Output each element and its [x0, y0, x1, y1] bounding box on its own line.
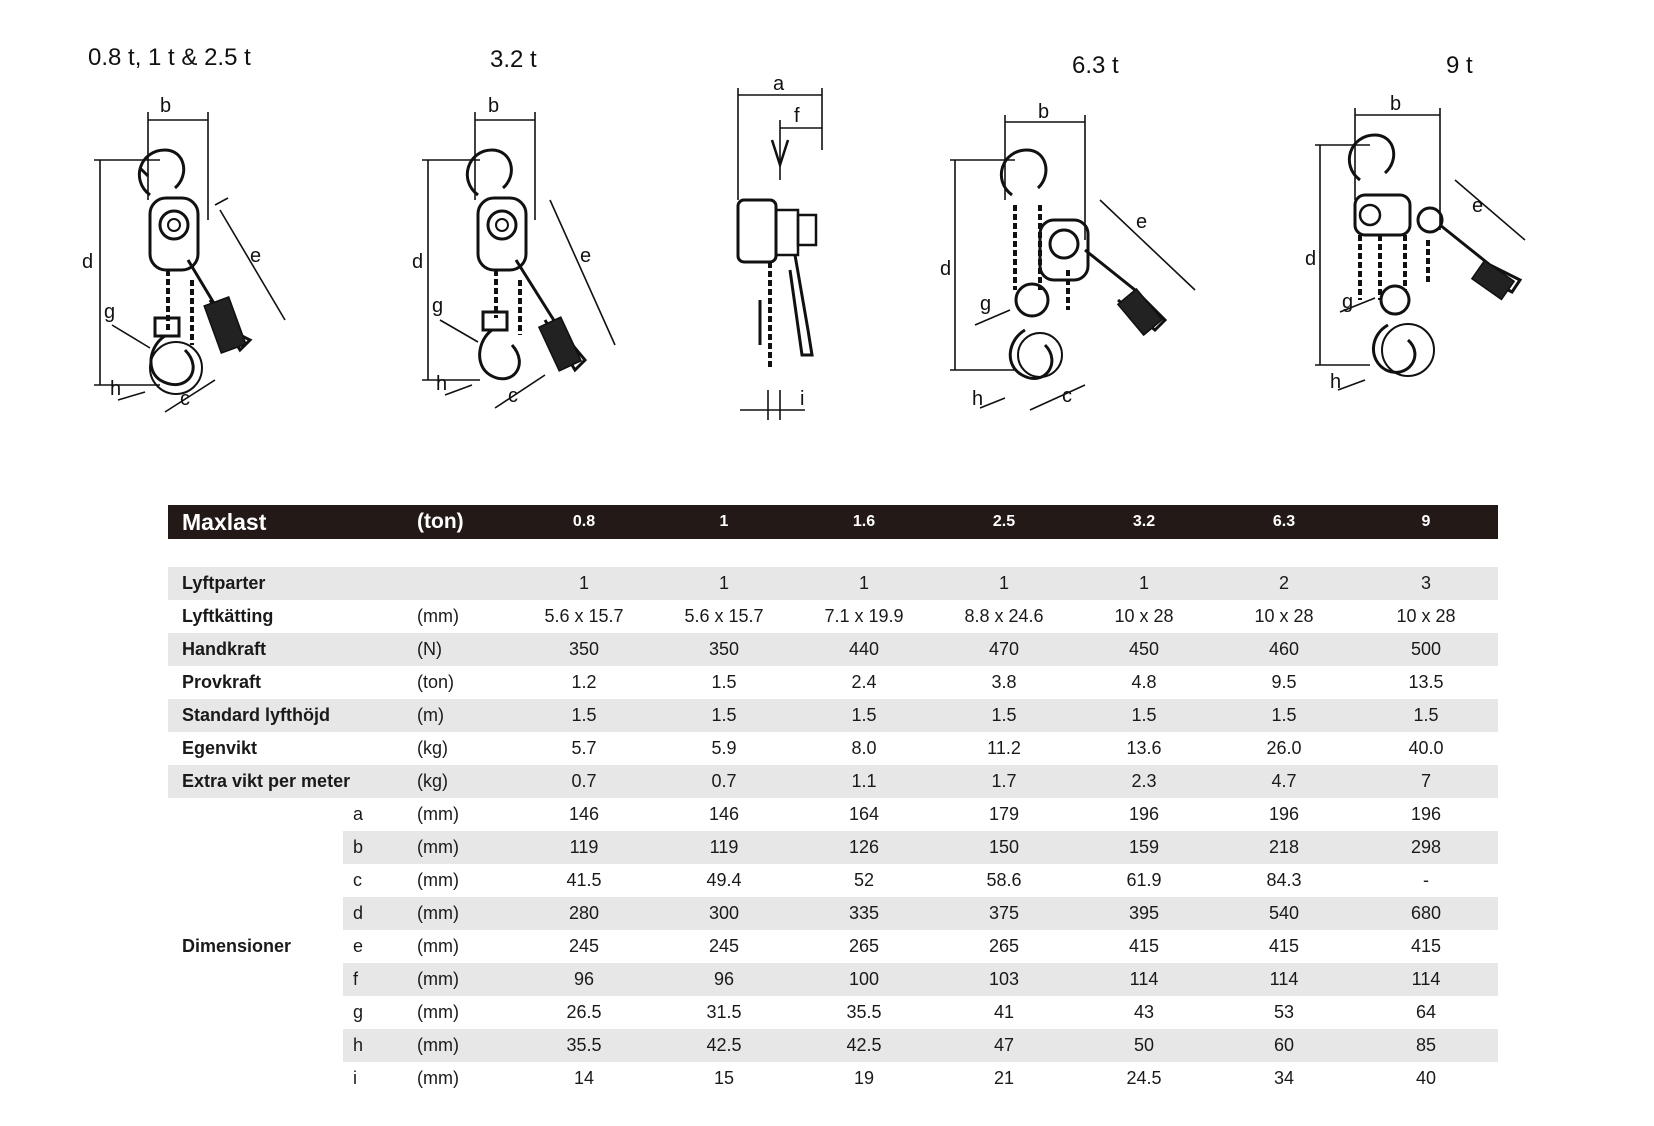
dimension-value: 415 [1268, 936, 1300, 956]
dim-label-a-3: a [773, 73, 785, 95]
dim-label-g-1: g [104, 301, 116, 323]
dimension-value: 298 [1354, 831, 1498, 864]
row-value: 5.6 x 15.7 [684, 606, 764, 626]
row-label: Extra vikt per meter [168, 765, 409, 798]
dimension-value: 96 [514, 963, 654, 996]
dimension-group-label [168, 1062, 343, 1095]
dimension-value: 103 [934, 963, 1074, 996]
dimension-row [168, 1029, 1498, 1062]
row-value: 1 [1074, 567, 1214, 600]
table-row [168, 567, 1498, 600]
dimension-value: 85 [1354, 1029, 1498, 1062]
spec-table [168, 505, 1498, 1095]
dimension-row [168, 996, 1498, 1029]
dimension-unit: (mm) [409, 963, 514, 996]
dimension-value: 24.5 [1126, 1068, 1162, 1088]
row-unit: (kg) [409, 765, 514, 798]
row-value: 1.7 [934, 765, 1074, 798]
dimension-row [168, 864, 1498, 897]
dimension-value: 31.5 [706, 1002, 742, 1022]
technical-drawings [0, 0, 1654, 460]
dimension-value: 114 [1074, 963, 1214, 996]
row-value: 7.1 x 19.9 [824, 606, 904, 626]
row-value: 1 [794, 567, 934, 600]
row-value: 460 [1214, 633, 1354, 666]
row-value: 9.5 [1271, 672, 1297, 692]
row-value: 0.7 [514, 765, 654, 798]
row-label: Provkraft [182, 672, 262, 692]
row-value: 4.8 [1131, 672, 1157, 692]
dimension-value: 415 [1410, 936, 1442, 956]
dim-label-g-5: g [1342, 291, 1354, 313]
dimension-value: 126 [794, 831, 934, 864]
dimension-key: d [343, 897, 409, 930]
row-value: 10 x 28 [1114, 606, 1174, 626]
dimension-unit: (mm) [409, 897, 514, 930]
dimension-value: 375 [934, 897, 1074, 930]
dim-label-b-4: b [1038, 101, 1050, 123]
dimension-value: 50 [1074, 1029, 1214, 1062]
dimension-value: 41 [993, 1002, 1015, 1022]
dimension-value: 196 [1410, 804, 1442, 824]
dim-label-e-4: e [1136, 211, 1148, 233]
dimension-value: 26.5 [566, 1002, 602, 1022]
hoist-drawings-svg [0, 0, 1654, 460]
row-value: 1.5 [1214, 699, 1354, 732]
dimension-value: 15 [713, 1068, 735, 1088]
dimension-value: 84.3 [1266, 870, 1302, 890]
dim-label-e-1: e [250, 245, 262, 267]
row-value: 3.8 [991, 672, 1017, 692]
dim-label-d-1: d [82, 251, 94, 273]
dimension-row [168, 930, 1498, 963]
dim-label-h-1: h [110, 378, 122, 400]
dim-label-i-3: i [800, 388, 805, 410]
row-value: 13.6 [1126, 738, 1162, 758]
row-value: 350 [654, 633, 794, 666]
dimension-value: 265 [988, 936, 1020, 956]
row-value: 1 [934, 567, 1074, 600]
dimension-value: 680 [1354, 897, 1498, 930]
row-unit: (N) [409, 633, 514, 666]
dimension-key: i [353, 1068, 357, 1088]
dim-label-b-2: b [488, 95, 500, 117]
dimension-row [168, 1062, 1498, 1095]
header-label: Maxlast [168, 505, 409, 539]
dim-label-c-4: c [1062, 385, 1072, 407]
dim-label-b-5: b [1390, 93, 1402, 115]
row-value: 1.5 [934, 699, 1074, 732]
caption-9t: 9 t [1446, 52, 1473, 79]
dimension-group-label: Dimensioner [182, 936, 292, 956]
header-capacity: 0.8 [514, 505, 654, 539]
dimension-value: 245 [708, 936, 740, 956]
dimension-value: 21 [993, 1068, 1015, 1088]
dimension-row [168, 831, 1498, 864]
dimension-value: 196 [1268, 804, 1300, 824]
dim-label-g-2: g [432, 295, 444, 317]
table-spacer [168, 539, 1498, 567]
row-value: 350 [514, 633, 654, 666]
dim-label-c-2: c [508, 385, 518, 407]
row-label: Lyftkätting [182, 606, 274, 626]
dim-label-b-1: b [160, 95, 172, 117]
dimension-value: 58.6 [986, 870, 1022, 890]
dimension-value: 150 [934, 831, 1074, 864]
dimension-value: 41.5 [566, 870, 602, 890]
dimension-value: 64 [1415, 1002, 1437, 1022]
row-value: 8.8 x 24.6 [964, 606, 1044, 626]
dimension-group-label [168, 963, 343, 996]
hoist-drawing-side [738, 88, 822, 420]
dimension-key: c [353, 870, 362, 890]
dimension-group-label [168, 897, 343, 930]
table-row [168, 765, 1498, 798]
dimension-value: 415 [1128, 936, 1160, 956]
table-row [168, 633, 1498, 666]
header-unit: (ton) [409, 505, 514, 539]
dim-label-f-3: f [794, 105, 800, 127]
dimension-value: 265 [848, 936, 880, 956]
header-capacity: 2.5 [934, 505, 1074, 539]
row-value: 1.1 [794, 765, 934, 798]
dimension-value: 119 [654, 831, 794, 864]
header-capacity: 9 [1354, 505, 1498, 539]
dim-label-e-5: e [1472, 195, 1484, 217]
dimension-value: 218 [1214, 831, 1354, 864]
row-value: 26.0 [1266, 738, 1302, 758]
row-unit: (kg) [417, 738, 448, 758]
dimension-value: 100 [794, 963, 934, 996]
dim-label-h-5: h [1330, 371, 1342, 393]
header-capacity: 3.2 [1074, 505, 1214, 539]
dimension-unit: (mm) [417, 804, 459, 824]
dimension-value: 114 [1354, 963, 1498, 996]
row-value: 5.6 x 15.7 [544, 606, 624, 626]
dimension-value: 14 [573, 1068, 595, 1088]
dim-label-e-2: e [580, 245, 592, 267]
dimension-value: 40 [1415, 1068, 1437, 1088]
row-value: 8.0 [851, 738, 877, 758]
row-label: Lyftparter [168, 567, 409, 600]
row-value: 1.5 [711, 672, 737, 692]
dimension-unit: (mm) [417, 870, 459, 890]
dimension-group-label [168, 996, 343, 1029]
row-value: 11.2 [987, 738, 1021, 758]
dimension-unit: (mm) [417, 1002, 459, 1022]
dimension-row [168, 798, 1498, 831]
table-row [168, 699, 1498, 732]
dimension-value: 245 [568, 936, 600, 956]
dim-label-d-2: d [412, 251, 424, 273]
row-label: Egenvikt [182, 738, 258, 758]
row-unit [409, 567, 514, 600]
dimension-value: 96 [654, 963, 794, 996]
dimension-value: 19 [853, 1068, 875, 1088]
dimension-unit: (mm) [417, 936, 459, 956]
dimension-value: 47 [934, 1029, 1074, 1062]
row-value: 2 [1214, 567, 1354, 600]
dimension-value: 43 [1133, 1002, 1155, 1022]
dimension-value: 61.9 [1126, 870, 1162, 890]
dim-label-h-4: h [972, 388, 984, 410]
row-value: 3 [1354, 567, 1498, 600]
dimension-group-label [168, 864, 343, 897]
dimension-unit: (mm) [409, 1029, 514, 1062]
dimension-value: - [1423, 870, 1429, 890]
row-value: 470 [934, 633, 1074, 666]
dimension-value: 35.5 [514, 1029, 654, 1062]
table-row [168, 666, 1498, 699]
dimension-value: 335 [794, 897, 934, 930]
dimension-key: e [353, 936, 364, 956]
dimension-key: f [343, 963, 409, 996]
row-value: 0.7 [654, 765, 794, 798]
dimension-value: 159 [1074, 831, 1214, 864]
dimension-value: 196 [1128, 804, 1160, 824]
row-value: 2.3 [1074, 765, 1214, 798]
row-value: 1.2 [571, 672, 597, 692]
row-value: 1.5 [794, 699, 934, 732]
row-value: 1.5 [654, 699, 794, 732]
hoist-drawing-9t [1315, 108, 1525, 390]
dimension-value: 49.4 [706, 870, 742, 890]
row-value: 1.5 [514, 699, 654, 732]
dimension-value: 52 [853, 870, 875, 890]
dimension-value: 60 [1214, 1029, 1354, 1062]
row-value: 13.5 [1408, 672, 1444, 692]
dimension-key: a [353, 804, 364, 824]
table-row [168, 600, 1498, 633]
dimension-value: 53 [1273, 1002, 1295, 1022]
dimension-value: 119 [514, 831, 654, 864]
dimension-value: 35.5 [846, 1002, 882, 1022]
row-unit: (m) [409, 699, 514, 732]
row-value: 500 [1354, 633, 1498, 666]
dimension-row [168, 897, 1498, 930]
row-value: 440 [794, 633, 934, 666]
row-value: 5.7 [571, 738, 597, 758]
dimension-value: 540 [1214, 897, 1354, 930]
dimension-group-label [168, 831, 343, 864]
hoist-drawing-6-3t [950, 115, 1195, 410]
row-value: 7 [1354, 765, 1498, 798]
dimension-value: 164 [848, 804, 880, 824]
dim-label-g-4: g [980, 293, 992, 315]
row-value: 10 x 28 [1254, 606, 1314, 626]
row-label: Standard lyfthöjd [168, 699, 409, 732]
dimension-value: 395 [1074, 897, 1214, 930]
row-value: 1.5 [1354, 699, 1498, 732]
dimension-value: 42.5 [794, 1029, 934, 1062]
dimension-group-label [168, 798, 343, 831]
caption-6-3t: 6.3 t [1072, 52, 1119, 79]
dimension-row [168, 963, 1498, 996]
row-value: 1 [514, 567, 654, 600]
table-header-row [168, 505, 1498, 539]
row-value: 450 [1074, 633, 1214, 666]
table-row [168, 732, 1498, 765]
dimension-value: 146 [568, 804, 600, 824]
dimension-value: 114 [1214, 963, 1354, 996]
dimension-value: 179 [988, 804, 1020, 824]
dimension-unit: (mm) [409, 831, 514, 864]
header-capacity: 1.6 [794, 505, 934, 539]
dim-label-c-1: c [180, 388, 190, 410]
row-value: 1.5 [1074, 699, 1214, 732]
row-unit: (ton) [417, 672, 455, 692]
row-unit: (mm) [417, 606, 459, 626]
dimension-value: 34 [1273, 1068, 1295, 1088]
caption-3-2t: 3.2 t [490, 46, 537, 73]
dim-label-d-5: d [1305, 248, 1317, 270]
dim-label-d-4: d [940, 258, 952, 280]
row-value: 2.4 [851, 672, 877, 692]
row-value: 4.7 [1214, 765, 1354, 798]
dimension-value: 42.5 [654, 1029, 794, 1062]
header-capacity: 6.3 [1214, 505, 1354, 539]
dimension-key: b [343, 831, 409, 864]
dimension-group-label [168, 1029, 343, 1062]
dimension-value: 300 [654, 897, 794, 930]
dimension-value: 280 [514, 897, 654, 930]
dim-label-h-2: h [436, 373, 448, 395]
header-capacity: 1 [654, 505, 794, 539]
caption-small-models: 0.8 t, 1 t & 2.5 t [88, 44, 251, 71]
dimension-key: h [343, 1029, 409, 1062]
row-value: 40.0 [1408, 738, 1444, 758]
row-value: 1 [654, 567, 794, 600]
dimension-key: g [353, 1002, 364, 1022]
row-label: Handkraft [168, 633, 409, 666]
dimension-value: 146 [708, 804, 740, 824]
row-value: 5.9 [711, 738, 737, 758]
row-value: 10 x 28 [1396, 606, 1456, 626]
dimension-unit: (mm) [417, 1068, 459, 1088]
